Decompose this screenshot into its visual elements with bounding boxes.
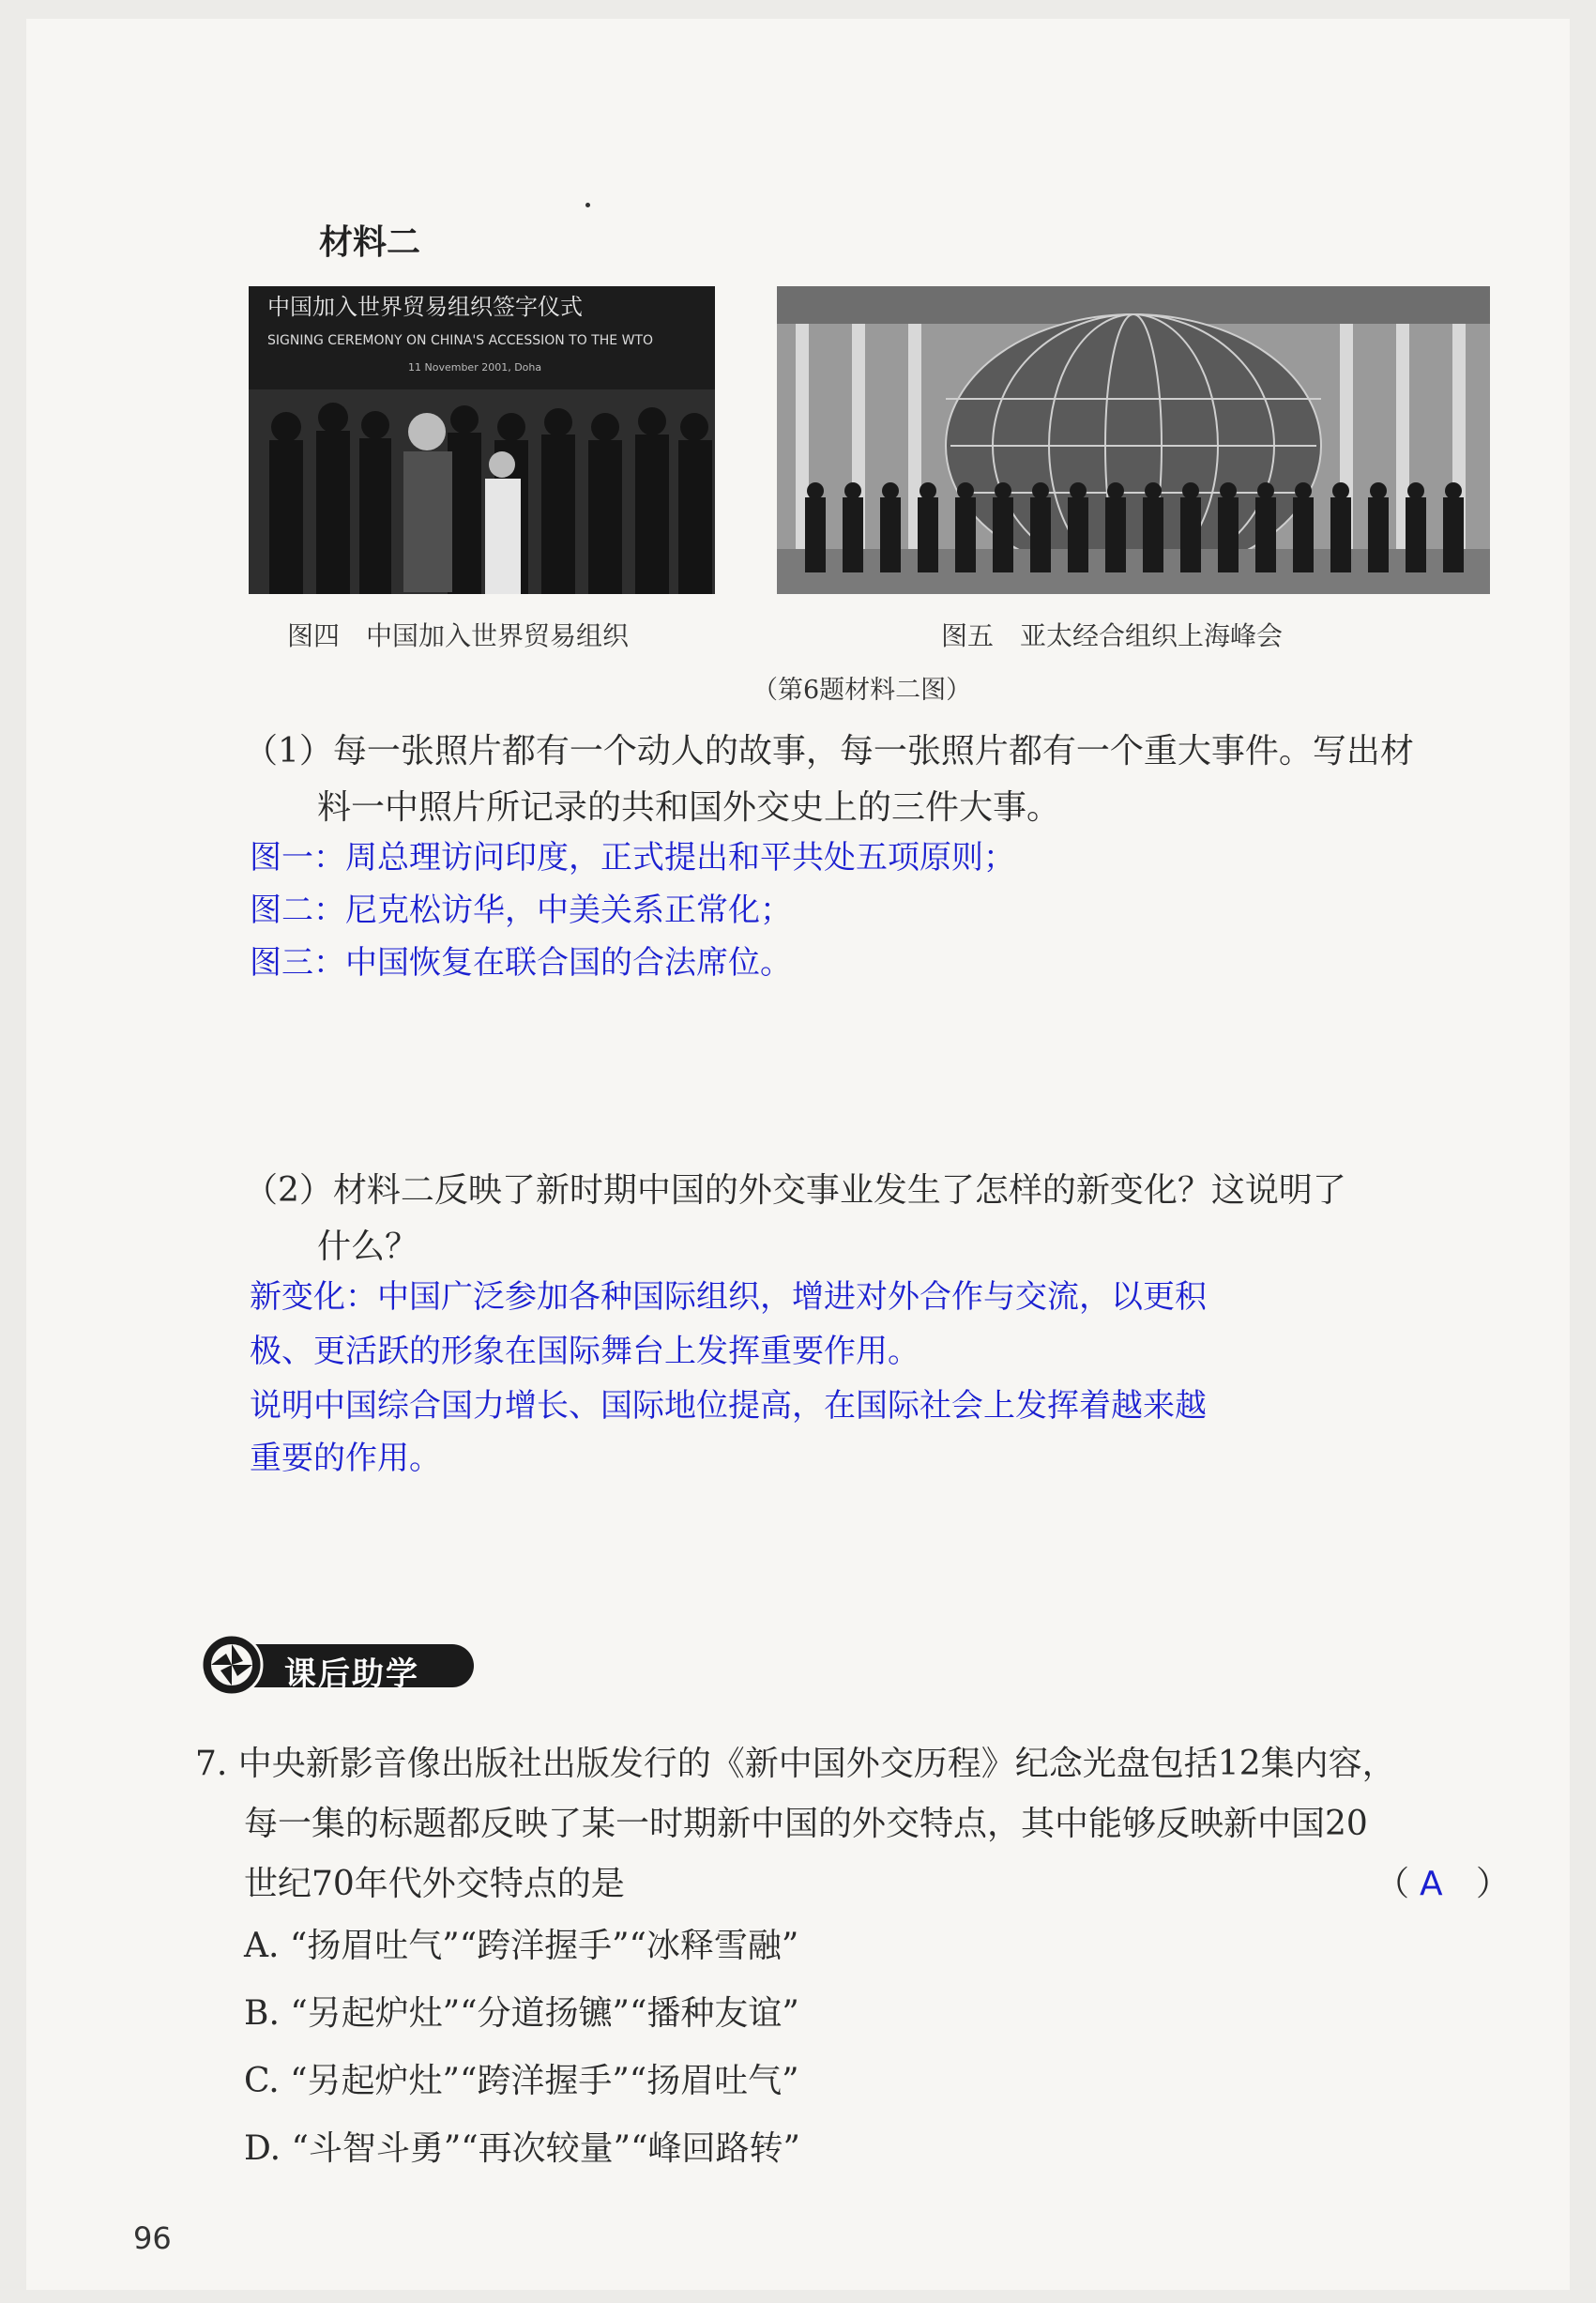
question7-answer: A [1420,1865,1443,1903]
question7-line2: 每一集的标题都反映了某一时期新中国的外交特点，其中能够反映新中国20 [244,1805,1368,1843]
banner-title: 中国加入世界贸易组织签字仪式 [267,294,583,320]
answer1-line: 图一：周总理访问印度，正式提出和平共处五项原则； [250,839,1015,877]
workbook-page [26,19,1570,2290]
answer-paren-left: （ [1376,1865,1410,1903]
option-d: D. “斗智斗勇”“再次较量”“峰回路转” [244,2129,800,2168]
apec-summit-photo [777,286,1490,594]
question7-line3: 世纪70年代外交特点的是 [244,1865,625,1903]
answer2-line: 新变化：中国广泛参加各种国际组织，增进对外合作与交流，以更积 [250,1278,1207,1316]
question7-line1: 7. 中央新影音像出版社出版发行的《新中国外交历程》纪念光盘包括12集内容， [195,1745,1396,1783]
figure4-caption: 图四 中国加入世界贸易组织 [287,620,630,651]
option-b: B. “另起炉灶”“分道扬镳”“播种友谊” [244,1994,799,2033]
option-a: A. “扬眉吐气”“跨洋握手”“冰释雪融” [244,1927,799,1965]
material-heading: 材料二 [319,223,421,262]
banner-date: 11 November 2001, Doha [408,361,542,374]
answer2-line: 说明中国综合国力增长、国际地位提高，在国际社会上发挥着越来越 [250,1387,1207,1425]
question1-line1: （1）每一张照片都有一个动人的故事，每一张照片都有一个重大事件。写出材 [244,732,1414,770]
answer2-line: 极、更活跃的形象在国际舞台上发挥重要作用。 [250,1333,920,1370]
figure5-caption: 图五 亚太经合组织上海峰会 [941,620,1284,651]
answer1-line: 图三：中国恢复在联合国的合法席位。 [250,944,792,982]
question2-line2: 什么？ [317,1228,419,1266]
answer2-line: 重要的作用。 [250,1440,441,1477]
stray-dot [585,203,590,207]
shutter-icon [200,1633,264,1697]
answer-paren-right: ） [1476,1865,1511,1903]
banner-subtitle: SIGNING CEREMONY ON CHINA'S ACCESSION TO THE WTO [267,333,653,348]
question1-line2: 料一中照片所记录的共和国外交史上的三件大事。 [317,788,1061,827]
answer1-line: 图二：尼克松访华，中美关系正常化； [250,892,792,929]
option-c: C. “另起炉灶”“跨洋握手”“扬眉吐气” [244,2062,799,2100]
figure-group-caption: （第6题材料二图） [752,676,972,705]
section-badge [200,1633,474,1697]
wto-ceremony-photo [249,286,715,594]
page-number: 96 [133,2220,172,2256]
question2-line1: （2）材料二反映了新时期中国的外交事业发生了怎样的新变化？这说明了 [244,1171,1346,1210]
section-label: 课后助学 [284,1655,419,1693]
